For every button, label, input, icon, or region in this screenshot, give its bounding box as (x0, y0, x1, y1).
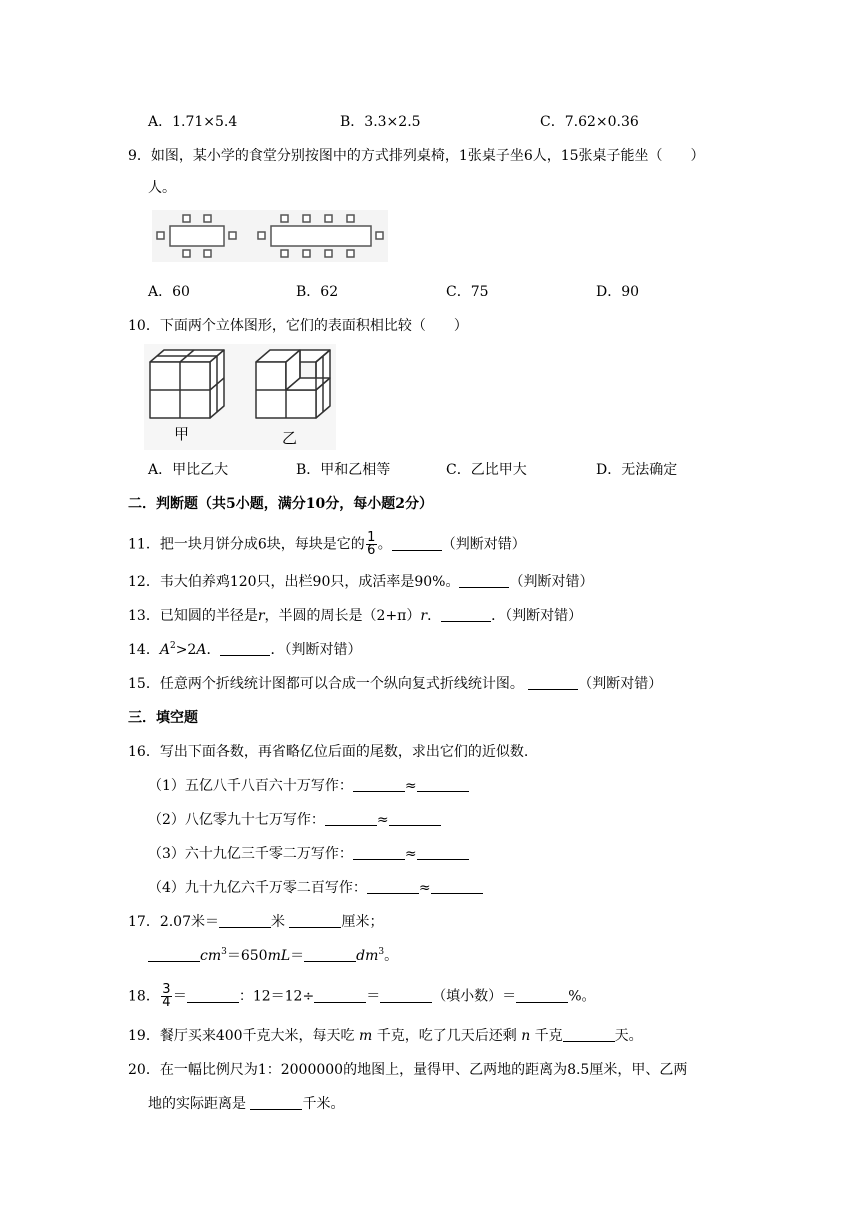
q16-item-4-text: （4）九十九亿六千万零二百写作： (148, 880, 367, 896)
q16-item-4-approx: ≈ (418, 880, 431, 896)
q20-blank[interactable] (250, 1095, 302, 1110)
q16-item-1-blank-a[interactable] (353, 777, 405, 792)
q17-text: 17．2.07米＝ (128, 914, 219, 930)
q16-item-1-text: （1）五亿八千八百六十万写作： (148, 778, 353, 794)
q10-option-b: B．甲和乙相等 (296, 462, 391, 478)
q14-number: 14． (128, 642, 160, 658)
q15 (128, 674, 662, 694)
q10-option-a: A．甲比乙大 (148, 462, 229, 478)
q18-colon: ：12＝12÷ (238, 988, 315, 1005)
q11-blank[interactable] (392, 536, 442, 551)
q14 (128, 640, 361, 660)
q9-option-c: C．75 (446, 284, 489, 300)
q15-blank[interactable] (528, 675, 578, 690)
q17-exp1: 3 (221, 947, 227, 957)
cube-figures (144, 344, 336, 450)
q16-item-1-approx: ≈ (404, 778, 417, 794)
q20-text: 地的实际距离是 (148, 1096, 246, 1112)
q19-blank[interactable] (563, 1027, 615, 1042)
q16-item-2-text: （2）八亿零九十七万写作： (148, 812, 325, 828)
q18-blank-2[interactable] (314, 988, 366, 1003)
q12-text: 12．韦大伯养鸡120只，出栏90只，成活率是90%。 (128, 574, 460, 590)
q16-item-2-approx: ≈ (376, 812, 389, 828)
q17-unit-m: 米 (271, 914, 285, 930)
q16-item-1-blank-b[interactable] (417, 777, 469, 792)
section3-title: 三．填空题 (128, 710, 198, 726)
q17-eq2: ＝ (290, 948, 305, 964)
q9-text-line1: 9．如图，某小学的食堂分别按图中的方式排列桌椅，1张桌子坐6人，15张桌子能坐（ ） (128, 148, 705, 164)
q17-blank-cm3[interactable] (148, 947, 200, 962)
q16-item-3 (148, 844, 469, 864)
q13-blank[interactable] (441, 607, 491, 622)
q8-option-a: A．1.71×5.4 (148, 114, 238, 130)
q13-mid: ，半圆的周长是（2+π） (264, 608, 421, 624)
q14-dot: ． (206, 642, 221, 658)
q18-denominator: 4 (162, 995, 171, 1010)
q17-blank-cm[interactable] (289, 913, 341, 928)
q10-option-d: D．无法确定 (596, 462, 678, 478)
q17-line2 (148, 946, 398, 966)
q19-mid: 千克，吃了几天后还剩 (376, 1028, 517, 1044)
q14-blank[interactable] (220, 641, 270, 656)
q8-option-b: B．3.3×2.5 (340, 114, 421, 130)
q16-item-2 (148, 810, 441, 830)
q17-eq: ＝650 (226, 948, 268, 964)
q20-unit: 千米。 (302, 1096, 345, 1112)
table-arrangement-figure (152, 210, 388, 262)
q19-end: 天。 (614, 1028, 643, 1044)
q11-tail: （判断对错） (441, 536, 526, 553)
section2-title: 二．判断题（共5小题，满分10分，每小题2分） (128, 496, 433, 512)
q9-text-line2: 人。 (148, 180, 176, 196)
q14-tail: ．（判断对错） (270, 642, 362, 658)
q16-text: 16．写出下面各数，再省略亿位后面的尾数，求出它们的近似数. (128, 744, 529, 760)
q19-post: 千克 (534, 1028, 563, 1044)
q16-item-3-text: （3）六十九亿三千零二万写作： (148, 846, 353, 862)
q19 (128, 1026, 643, 1046)
q18-numerator: 3 (162, 982, 171, 997)
label-yi: 乙 (282, 429, 298, 447)
q14-mid: >2 (175, 642, 197, 658)
q18-blank-3[interactable] (380, 988, 432, 1003)
label-jia: 甲 (174, 425, 190, 443)
q18-fraction (161, 984, 172, 1009)
q15-tail: （判断对错） (578, 676, 663, 692)
q17-unit-cm: 厘米； (341, 914, 384, 930)
q17-line1 (128, 912, 383, 932)
q11-period: 。 (377, 536, 392, 553)
q8-option-c: C．7.62×0.36 (540, 114, 639, 130)
q9-option-b: B．62 (296, 284, 339, 300)
q11-fraction (366, 532, 377, 557)
q18-eq1: ＝ (172, 988, 187, 1005)
q17-blank-m[interactable] (219, 913, 271, 928)
q10-option-c: C．乙比甲大 (446, 462, 527, 478)
q12 (128, 572, 593, 592)
q18-end: %。 (568, 988, 596, 1005)
q18 (128, 984, 596, 1009)
q16-item-1 (148, 776, 469, 796)
q17-blank-dm3[interactable] (304, 947, 356, 962)
q18-note: （填小数）＝ (432, 988, 517, 1005)
q18-eq2: ＝ (366, 988, 381, 1005)
q11-denominator: 6 (367, 543, 376, 558)
q16-item-3-blank-b[interactable] (417, 845, 469, 860)
q17-unit-cm3: cm (200, 948, 222, 964)
q17-end: 。 (384, 948, 399, 964)
q13-text: 13．已知圆的半径是 (128, 608, 258, 624)
q14-exponent: 2 (169, 641, 176, 651)
q14-var-a2: A (196, 642, 207, 658)
q17-unit-ml: mL (267, 948, 291, 964)
q20-line2 (148, 1094, 344, 1114)
q11-text: 11．把一块月饼分成6块，每块是它的 (128, 536, 365, 553)
q10-text: 10．下面两个立体图形，它们的表面积相比较（ ） (128, 318, 468, 334)
q9-option-d: D．90 (596, 284, 640, 300)
q18-blank-1[interactable] (187, 988, 239, 1003)
q17-unit-dm3: dm (356, 948, 379, 964)
q11-numerator: 1 (367, 530, 376, 545)
q16-item-3-approx: ≈ (404, 846, 417, 862)
q16-item-4-blank-b[interactable] (431, 879, 483, 894)
q15-text: 15．任意两个折线统计图都可以合成一个纵向复式折线统计图。 (128, 676, 524, 692)
q20-line1: 20．在一幅比例尺为1：2000000的地图上，量得甲、乙两地的距离为8.5厘米，甲、乙两 (128, 1062, 688, 1078)
q19-var-m: m (359, 1028, 373, 1044)
q18-number: 18． (128, 988, 160, 1005)
q13-tail: ．（判断对错） (491, 608, 583, 624)
q16-item-4-blank-a[interactable] (367, 879, 419, 894)
q13-var-r2: r (420, 608, 428, 624)
q16-item-4 (148, 878, 483, 898)
q13 (128, 606, 582, 626)
q16-item-2-blank-b[interactable] (389, 811, 441, 826)
q19-var-n: n (521, 1028, 531, 1044)
q9-option-a: A．60 (148, 284, 190, 300)
q12-blank[interactable] (459, 573, 509, 588)
q16-item-2-blank-a[interactable] (325, 811, 377, 826)
q14-var-a: A (159, 642, 170, 658)
q17-exp2: 3 (378, 947, 385, 957)
q13-var-r: r (257, 608, 265, 624)
q16-item-3-blank-a[interactable] (353, 845, 405, 860)
q11 (128, 532, 526, 557)
q18-blank-4[interactable] (516, 988, 568, 1003)
q12-tail: （判断对错） (509, 574, 594, 590)
q13-dot: ． (427, 608, 442, 624)
q19-text: 19．餐厅买来400千克大米，每天吃 (128, 1028, 355, 1044)
